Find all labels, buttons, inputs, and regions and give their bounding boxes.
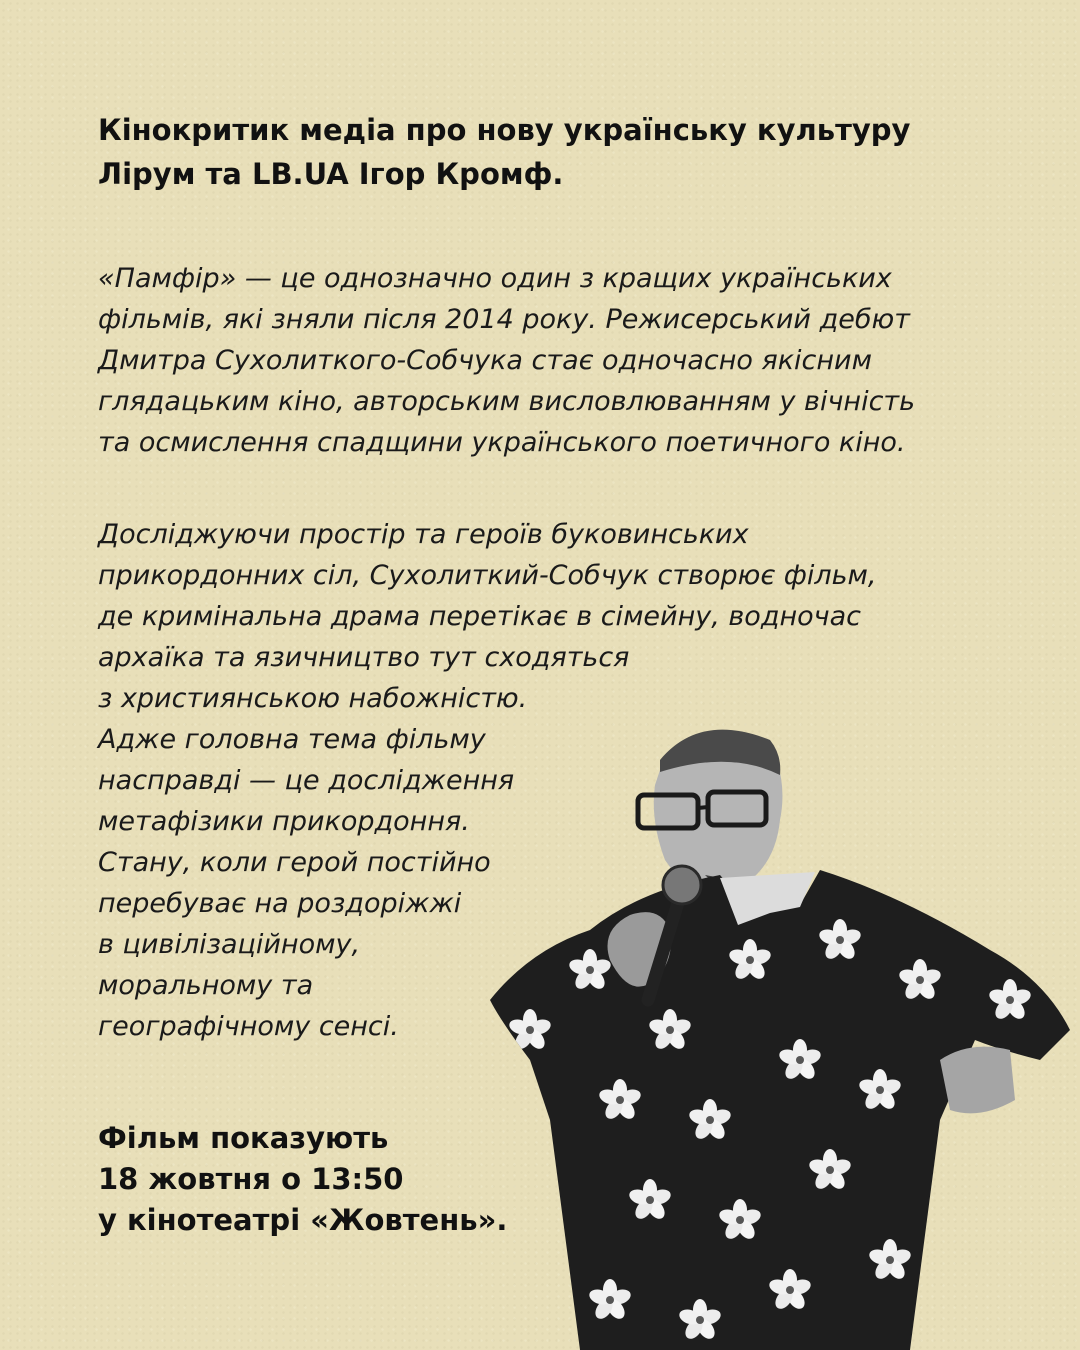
analysis-line: з християнською набожністю. xyxy=(98,683,528,714)
analysis-line: моральному та xyxy=(98,970,314,1001)
analysis-line: прикордонних сіл, Сухолиткий-Собчук створює фільм, xyxy=(98,560,877,591)
analysis-line: перебуває на роздоріжжі xyxy=(98,888,462,919)
analysis-line: географічному сенсі. xyxy=(98,1011,399,1042)
analysis-line: Адже головна тема фільму xyxy=(98,724,486,755)
analysis-line: насправді — це дослідження xyxy=(98,765,515,796)
analysis-line: де кримінальна драма перетікає в сімейну, водночас xyxy=(98,601,862,632)
screening-line: Фільм показують xyxy=(98,1121,389,1155)
critic-heading xyxy=(98,108,998,196)
quote-line: «Памфір» — це однозначно один з кращих українських xyxy=(98,263,892,294)
analysis-line: Досліджуючи простір та героїв буковинських xyxy=(98,519,749,550)
quote-line: та осмислення спадщини українського поетичного кіно. xyxy=(98,427,906,458)
analysis-line: метафізики прикордоння. xyxy=(98,806,470,837)
screening-line: у кінотеатрі «Жовтень». xyxy=(98,1203,508,1237)
analysis-line: архаїка та язичництво тут сходяться xyxy=(98,642,630,673)
analysis-line: в цивілізаційному, xyxy=(98,929,361,960)
heading-line: Лірум та LB.UA Ігор Кромф. xyxy=(98,157,564,191)
quote-line: глядацьким кіно, авторським висловлюванням у вічність xyxy=(98,386,916,417)
heading-line: Кінокритик медіа про нову українську культуру xyxy=(98,113,911,147)
critic-photo xyxy=(470,700,1080,1350)
screening-line: 18 жовтня о 13:50 xyxy=(98,1162,404,1196)
quote-line: фільмів, які зняли після 2014 року. Режисерський дебют xyxy=(98,304,910,335)
quote-paragraph xyxy=(98,258,1028,463)
quote-line: Дмитра Сухолиткого-Собчука стає одночасно якісним xyxy=(98,345,872,376)
analysis-line: Стану, коли герой постійно xyxy=(98,847,491,878)
person-head xyxy=(638,730,782,892)
